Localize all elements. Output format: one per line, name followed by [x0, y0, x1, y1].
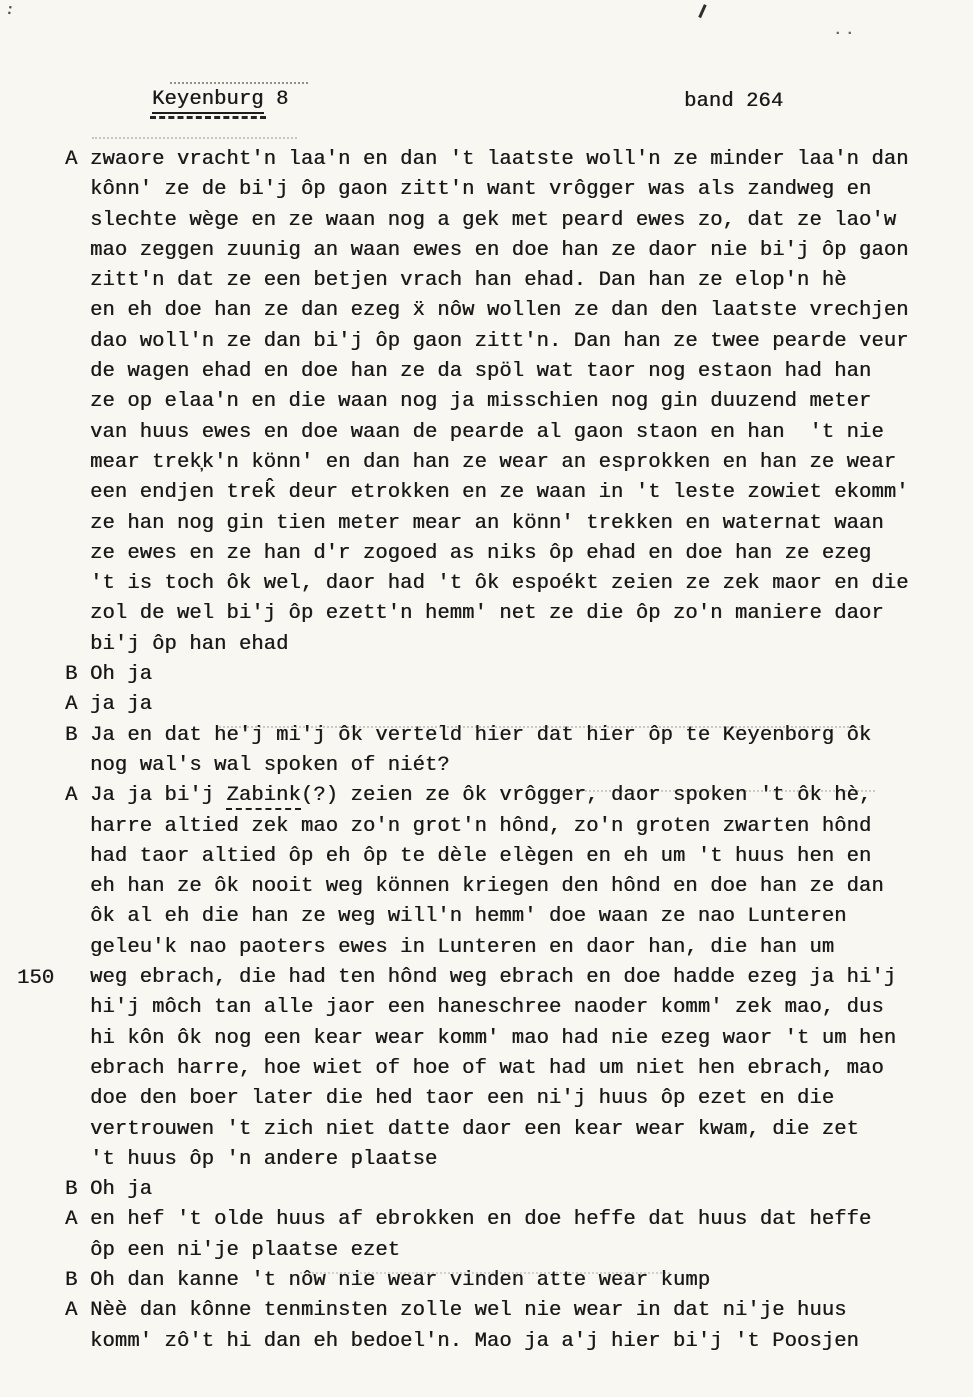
- line-text: 't is toch ôk wel, daor had 't ôk espoékt zeien ze zek maor en die: [90, 572, 909, 596]
- transcript-line: [65, 178, 909, 208]
- transcript-line: [65, 148, 909, 178]
- speaker-label: B: [65, 723, 78, 747]
- transcript-line: [65, 1269, 909, 1299]
- line-text: Oh dan kanne 't nôw nie wear vinden atte wear kump: [90, 1268, 711, 1292]
- scan-artifact: [92, 137, 297, 139]
- line-text: 't huus ôp 'n andere plaatse: [90, 1147, 438, 1171]
- line-text: Oh ja: [90, 1178, 153, 1202]
- scan-artifact: [698, 4, 706, 18]
- line-text: mao zeggen zuunig an waan ewes en doe han ze daor nie bi'j ôp gaon: [90, 238, 909, 262]
- line-text: ebrach harre, hoe wiet of hoe of wat had um niet hen ebrach, mao: [90, 1056, 884, 1080]
- line-text: had taor altied ôp eh ôp te dèle elègen en eh um 't huus hen en: [90, 844, 872, 868]
- line-text: ze op elaa'n en die waan nog ja misschien nog gin duuzend meter: [90, 390, 872, 414]
- transcript-line: [65, 239, 909, 269]
- line-text: ôk al eh die han ze weg will'n hemm' doe waan ze nao Lunteren: [90, 905, 847, 929]
- speaker-label: B: [65, 663, 78, 687]
- line-text: een endjen trek̂ deur etrokken en ze waan in 't leste zowiet ekomm': [90, 481, 909, 505]
- scan-artifact: ..: [833, 22, 858, 39]
- line-text: doe den boer later die hed taor een ni'j huus ôp ezet en die: [90, 1087, 835, 1111]
- line-text: ze ewes en ze han d'r zogoed as niks ôp ehad en doe han ze ezeg: [90, 541, 872, 565]
- line-text: kônn' ze de bi'j ôp gaon zitt'n want vrôgger was als zandweg en: [90, 178, 872, 202]
- line-text: mear trek̦k'n könn' en dan han ze wear an esprokken en han ze wear: [90, 450, 897, 474]
- line-text: vertrouwen 't zich niet datte daor een kear wear kwam, die zet: [90, 1117, 859, 1141]
- transcript-line: [65, 360, 909, 390]
- scan-artifact: [170, 82, 308, 84]
- line-text: harre altied zek mao zo'n grot'n hônd, zo'n groten zwarten hônd: [90, 814, 872, 838]
- line-text: de wagen ehad en doe han ze da spöl wat taor nog estaon had han: [90, 360, 872, 384]
- line-text: hi kôn ôk nog een kear wear komm' mao had nie ezeg waor 't um hen: [90, 1026, 897, 1050]
- transcript-line: [65, 784, 909, 814]
- line-text: Nèè dan kônne tenminsten zolle wel nie wear in dat ni'je huus: [90, 1299, 847, 1323]
- transcript-line: [65, 875, 909, 905]
- transcript-line: [65, 1027, 909, 1057]
- underlined-word: Zabink: [226, 784, 300, 810]
- transcript-line: [65, 1208, 909, 1238]
- scan-artifact: :: [3, 1, 16, 20]
- line-text: dao woll'n ze dan bi'j ôp gaon zitt'n. Dan han ze twee pearde veur: [90, 329, 909, 353]
- line-text: ôp een ni'je plaatse ezet: [90, 1238, 401, 1262]
- transcript-line: [65, 1087, 909, 1117]
- line-text: hi'j môch tan alle jaor een haneschree naoder komm' zek mao, dus: [90, 996, 884, 1020]
- transcript-line: [65, 1057, 909, 1087]
- transcript-line: [65, 269, 909, 299]
- line-text: bi'j ôp han ehad: [90, 632, 289, 656]
- speaker-label: B: [65, 1268, 78, 1292]
- line-text: geleu'k nao paoters ewes in Lunteren en daor han, die han um: [90, 935, 835, 959]
- speaker-label: A: [65, 148, 78, 171]
- transcript-line: [65, 663, 909, 693]
- transcript-line: [65, 421, 909, 451]
- transcript-line: [65, 1178, 909, 1208]
- transcript-line: [65, 724, 909, 754]
- transcript-line: [65, 693, 909, 723]
- transcript-line: [65, 754, 909, 784]
- speaker-label: A: [65, 693, 78, 717]
- speaker-label: B: [65, 1178, 78, 1202]
- transcript-line: [65, 451, 909, 481]
- line-text: zol de wel bi'j ôp ezett'n hemm' net ze die ôp zo'n maniere daor: [90, 602, 884, 626]
- line-text: Ja ja bi'j Zabink(?) zeien ze ôk vrôgger, daor spoken 't ôk hè,: [90, 784, 871, 807]
- transcript-line: [65, 1330, 909, 1360]
- line-text: komm' zô't hi dan eh bedoel'n. Mao ja a'j hier bi'j 't Poosjen: [90, 1329, 859, 1353]
- transcript-line: [65, 209, 909, 239]
- transcript-line: [65, 299, 909, 329]
- title-underlined-word: Keyenburg: [152, 88, 264, 114]
- transcript: [17, 148, 909, 1360]
- band-number: band 264: [684, 90, 784, 113]
- line-text: en hef 't olde huus af ebrokken en doe heffe dat huus dat heffe: [90, 1208, 872, 1232]
- title-number: 8: [263, 88, 289, 111]
- line-number: 150: [17, 967, 55, 991]
- page-title: [152, 88, 288, 114]
- line-text: van huus ewes en doe waan de pearde al gaon staon en han 't nie: [90, 420, 884, 444]
- transcript-line: [65, 602, 909, 632]
- line-text: slechte wège en ze waan nog a gek met peard ewes zo, dat ze lao'w: [90, 208, 897, 232]
- transcript-line: [65, 633, 909, 663]
- transcript-line: [65, 481, 909, 511]
- speaker-label: A: [65, 784, 78, 808]
- line-text: eh han ze ôk nooit weg können kriegen den hônd en doe han ze dan: [90, 875, 884, 899]
- transcript-line: [65, 996, 909, 1026]
- transcript-line: [65, 1299, 909, 1329]
- line-text: Ja en dat he'j mi'j ôk verteld hier dat hier ôp te Keyenborg ôk: [90, 723, 872, 747]
- transcript-line: [65, 390, 909, 420]
- transcript-line: [65, 845, 909, 875]
- line-text: ze han nog gin tien meter mear an könn' trekken en waternat waan: [90, 511, 884, 535]
- transcript-line: [65, 572, 909, 602]
- transcript-line: [65, 512, 909, 542]
- transcript-line: [65, 542, 909, 572]
- line-text: zwaore vracht'n laa'n en dan 't laatste woll'n ze minder laa'n dan: [90, 148, 909, 171]
- transcript-line: [65, 936, 909, 966]
- speaker-label: A: [65, 1299, 78, 1323]
- line-text: en eh doe han ze dan ezeg ẍ nôw wollen ze dan den laatste vrechjen: [90, 299, 909, 323]
- speaker-label: A: [65, 1208, 78, 1232]
- transcript-line: [65, 1118, 909, 1148]
- transcript-line: [65, 1239, 909, 1269]
- transcript-line: [65, 1148, 909, 1178]
- transcript-line: [17, 966, 909, 996]
- line-text: zitt'n dat ze een betjen vrach han ehad. Dan han ze elop'n hè: [90, 269, 847, 293]
- line-text: ja ja: [90, 693, 153, 717]
- transcript-line: [65, 330, 909, 360]
- transcript-line: [65, 815, 909, 845]
- line-text: nog wal's wal spoken of niét?: [90, 753, 450, 777]
- transcript-line: [65, 905, 909, 935]
- line-text: weg ebrach, die had ten hônd weg ebrach en doe hadde ezeg ja hi'j: [90, 966, 897, 990]
- line-text: Oh ja: [90, 663, 153, 687]
